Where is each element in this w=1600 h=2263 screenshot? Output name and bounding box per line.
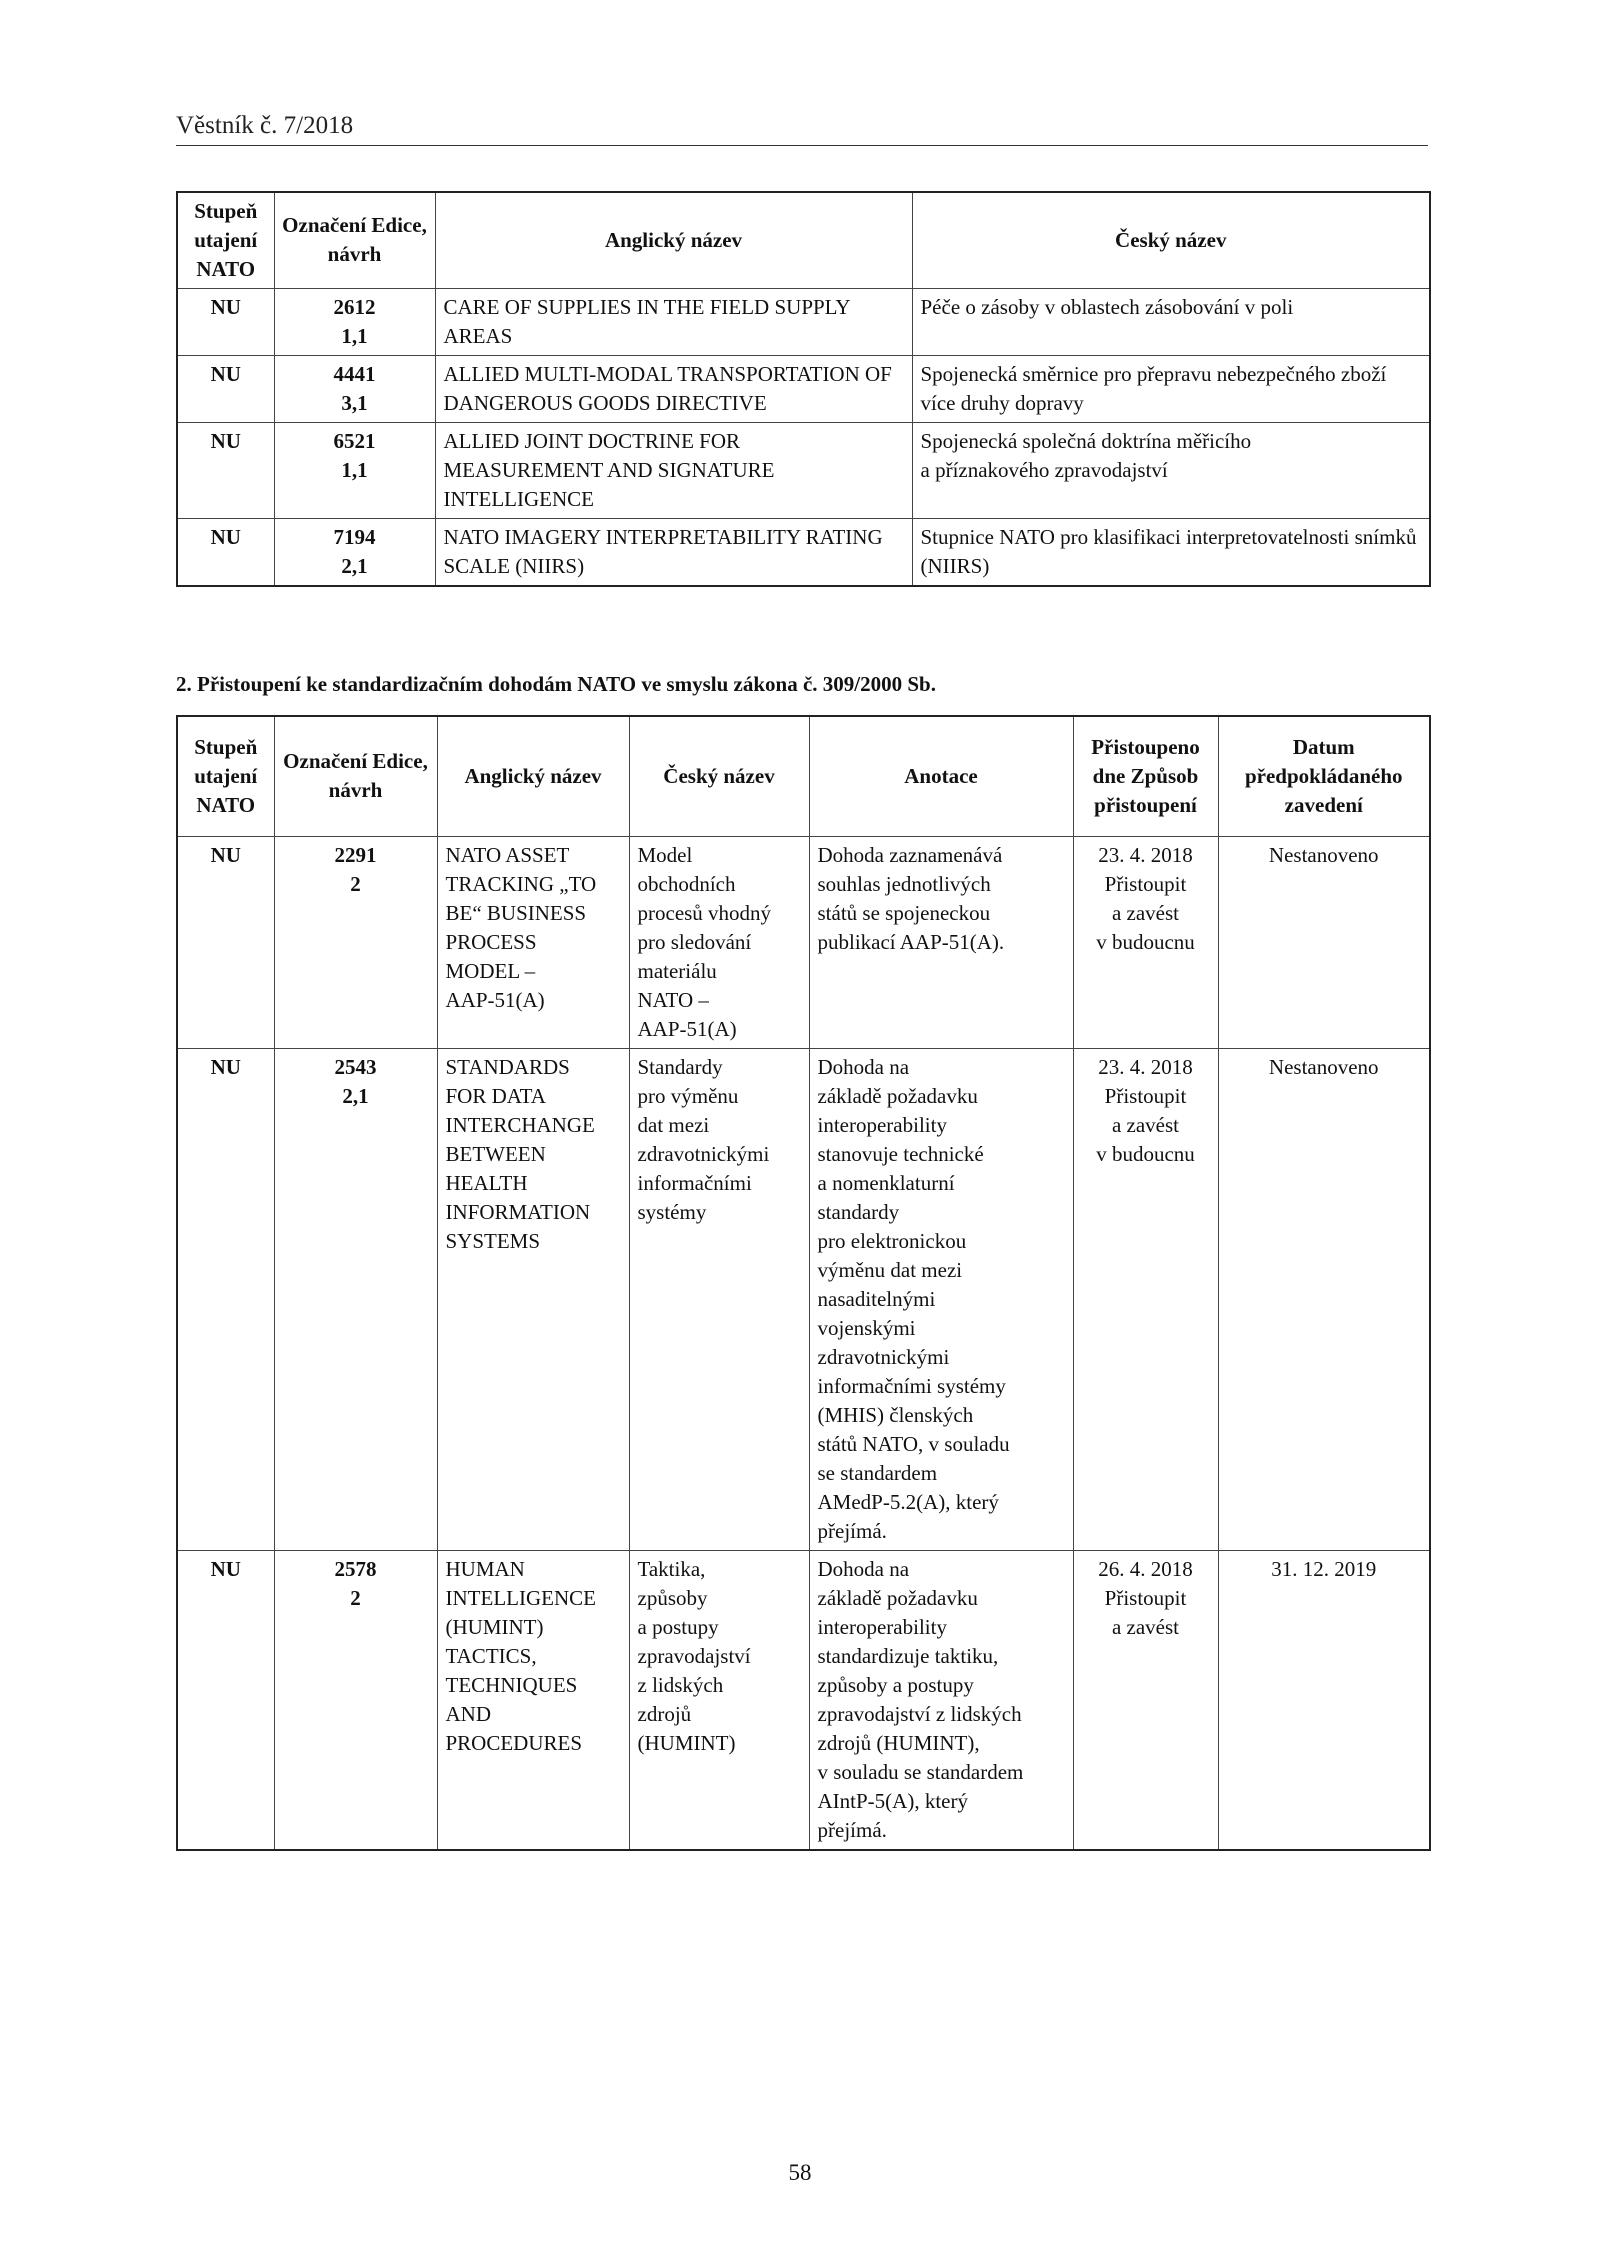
section-heading: 2. Přistoupení ke standardizačním dohodám NATO ve smyslu zákona č. 309/2000 Sb.	[176, 672, 936, 696]
cell-czech-name: Spojenecká společná doktrína měřicího a příznakového zpravodajství	[912, 422, 1430, 518]
header-accession: Přistoupeno dne Způsob přistoupení	[1073, 716, 1218, 836]
cell-czech-name: Spojenecká směrnice pro přepravu nebezpečného zboží více druhy dopravy	[912, 355, 1430, 422]
nato-standards-table	[176, 191, 1431, 587]
cell-annotation: Dohoda na základě požadavku interoperability standardizuje taktiku, způsoby a postupy zpravodajství z lidských zdrojů (HUMINT), v souladu se standardem AIntP-5(A), který přejímá.	[809, 1550, 1073, 1850]
cell-classification: NU	[177, 518, 274, 586]
cell-designation: 2612 1,1	[274, 288, 435, 355]
header-classification: Stupeň utajení NATO	[177, 716, 274, 836]
cell-designation: 4441 3,1	[274, 355, 435, 422]
nato-accession-table	[176, 715, 1431, 1851]
cell-accession: 26. 4. 2018 Přistoupit a zavést	[1073, 1550, 1218, 1850]
page-number: 58	[788, 2160, 812, 2185]
header-annotation: Anotace	[809, 716, 1073, 836]
cell-english-name: ALLIED MULTI-MODAL TRANSPORTATION OF DANGEROUS GOODS DIRECTIVE	[435, 355, 912, 422]
cell-classification: NU	[177, 288, 274, 355]
table-header-row	[177, 716, 1430, 836]
table-row	[177, 836, 1430, 1048]
cell-czech-name: Standardy pro výměnu dat mezi zdravotnickými informačními systémy	[629, 1048, 809, 1550]
header-designation: Označení Edice, návrh	[274, 192, 435, 288]
cell-annotation: Dohoda na základě požadavku interoperability stanovuje technické a nomenklaturní standardy pro elektronickou výměnu dat mezi nasaditelnými vojenskými zdravotnickými informačními systémy (MHIS) členských států NATO, v souladu se standardem AMedP-5.2(A), který přejímá.	[809, 1048, 1073, 1550]
header-rule	[176, 145, 1428, 146]
cell-czech-name: Taktika, způsoby a postupy zpravodajství z lidských zdrojů (HUMINT)	[629, 1550, 809, 1850]
header-implementation-date: Datum předpokládaného zavedení	[1218, 716, 1430, 836]
table-row	[177, 1550, 1430, 1850]
cell-annotation: Dohoda zaznamenává souhlas jednotlivých států se spojeneckou publikací AAP-51(A).	[809, 836, 1073, 1048]
cell-implementation-date: Nestanoveno	[1218, 836, 1430, 1048]
header-czech-name: Český název	[912, 192, 1430, 288]
table-row	[177, 518, 1430, 586]
cell-designation: 7194 2,1	[274, 518, 435, 586]
table-row	[177, 1048, 1430, 1550]
cell-english-name: NATO IMAGERY INTERPRETABILITY RATING SCALE (NIIRS)	[435, 518, 912, 586]
table-row	[177, 422, 1430, 518]
cell-designation: 2543 2,1	[274, 1048, 437, 1550]
cell-designation: 2578 2	[274, 1550, 437, 1850]
table-row	[177, 355, 1430, 422]
cell-designation: 2291 2	[274, 836, 437, 1048]
cell-implementation-date: 31. 12. 2019	[1218, 1550, 1430, 1850]
cell-english-name: HUMAN INTELLIGENCE (HUMINT) TACTICS, TECHNIQUES AND PROCEDURES	[437, 1550, 629, 1850]
cell-czech-name: Stupnice NATO pro klasifikaci interpretovatelnosti snímků (NIIRS)	[912, 518, 1430, 586]
cell-czech-name: Péče o zásoby v oblastech zásobování v poli	[912, 288, 1430, 355]
cell-classification: NU	[177, 1048, 274, 1550]
cell-english-name: CARE OF SUPPLIES IN THE FIELD SUPPLY AREAS	[435, 288, 912, 355]
cell-classification: NU	[177, 836, 274, 1048]
cell-accession: 23. 4. 2018 Přistoupit a zavést v budoucnu	[1073, 836, 1218, 1048]
table-row	[177, 288, 1430, 355]
header-english-name: Anglický název	[437, 716, 629, 836]
table-header-row	[177, 192, 1430, 288]
header-english-name: Anglický název	[435, 192, 912, 288]
cell-czech-name: Model obchodních procesů vhodný pro sledování materiálu NATO – AAP-51(A)	[629, 836, 809, 1048]
cell-implementation-date: Nestanoveno	[1218, 1048, 1430, 1550]
page-header-title: Věstník č. 7/2018	[176, 112, 354, 139]
header-classification: Stupeň utajení NATO	[177, 192, 274, 288]
cell-english-name: NATO ASSET TRACKING „TO BE“ BUSINESS PROCESS MODEL – AAP-51(A)	[437, 836, 629, 1048]
cell-classification: NU	[177, 355, 274, 422]
cell-designation: 6521 1,1	[274, 422, 435, 518]
cell-english-name: STANDARDS FOR DATA INTERCHANGE BETWEEN HEALTH INFORMATION SYSTEMS	[437, 1048, 629, 1550]
cell-classification: NU	[177, 1550, 274, 1850]
cell-classification: NU	[177, 422, 274, 518]
cell-english-name: ALLIED JOINT DOCTRINE FOR MEASUREMENT AND SIGNATURE INTELLIGENCE	[435, 422, 912, 518]
cell-accession: 23. 4. 2018 Přistoupit a zavést v budoucnu	[1073, 1048, 1218, 1550]
header-czech-name: Český název	[629, 716, 809, 836]
header-designation: Označení Edice, návrh	[274, 716, 437, 836]
